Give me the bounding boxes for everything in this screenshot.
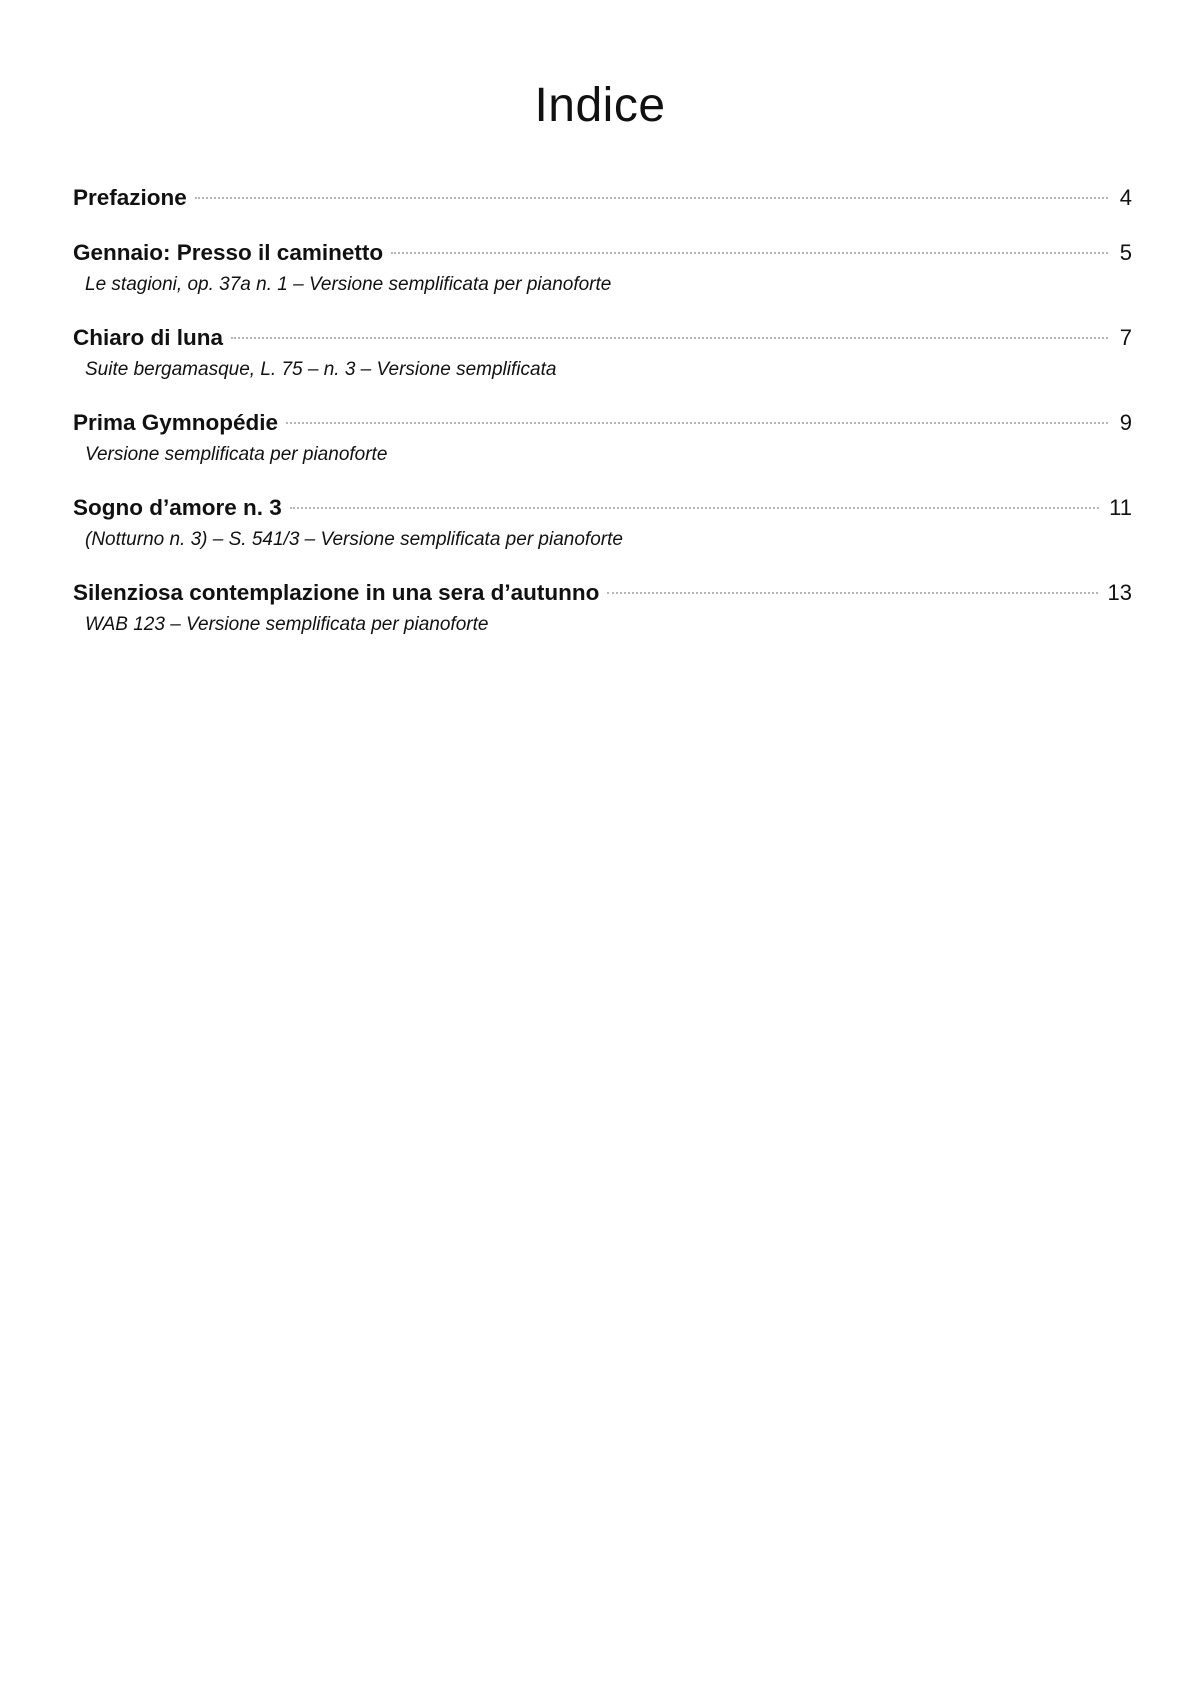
toc-entry-title[interactable]: Sogno d’amore n. 3 — [73, 495, 282, 520]
dot-leader — [195, 197, 1108, 199]
toc-entry-line — [73, 405, 1132, 441]
toc-entry[interactable] — [73, 575, 1132, 660]
table-of-contents — [73, 180, 1132, 660]
toc-entry-subtitle: WAB 123 – Versione semplificata per pianoforte — [85, 614, 489, 635]
toc-entry[interactable] — [73, 490, 1132, 575]
toc-entry-page-number[interactable]: 4 — [1119, 185, 1132, 210]
toc-entry-title[interactable]: Gennaio: Presso il caminetto — [73, 240, 384, 265]
toc-entry-title[interactable]: Chiaro di luna — [73, 325, 224, 350]
toc-entry-subtitle: (Notturno n. 3) – S. 541/3 – Versione semplificata per pianoforte — [85, 529, 623, 550]
toc-entry-line — [73, 320, 1132, 356]
toc-entry[interactable] — [73, 405, 1132, 490]
dot-leader — [607, 592, 1097, 594]
toc-entry[interactable] — [73, 235, 1132, 320]
page-title: Indice — [534, 79, 666, 132]
dot-leader — [391, 252, 1108, 254]
toc-entry-title[interactable]: Prefazione — [73, 185, 187, 210]
toc-entry-line — [73, 235, 1132, 271]
toc-entry-page-number[interactable]: 11 — [1109, 495, 1132, 520]
toc-entry[interactable] — [73, 320, 1132, 405]
toc-entry-page-number[interactable]: 7 — [1119, 325, 1132, 350]
toc-entry-line — [73, 575, 1132, 611]
dot-leader — [290, 507, 1099, 509]
toc-entry-subtitle: Suite bergamasque, L. 75 – n. 3 – Versione semplificata — [85, 359, 557, 380]
toc-entry-line — [73, 490, 1132, 526]
toc-entry[interactable] — [73, 180, 1132, 235]
toc-entry-title[interactable]: Prima Gymnopédie — [73, 410, 279, 435]
toc-entry-subtitle: Le stagioni, op. 37a n. 1 – Versione semplificata per pianoforte — [85, 274, 612, 295]
toc-entry-subtitle: Versione semplificata per pianoforte — [85, 444, 388, 465]
toc-entry-page-number[interactable]: 5 — [1119, 240, 1132, 265]
dot-leader — [231, 337, 1108, 339]
toc-entry-page-number[interactable]: 13 — [1107, 580, 1132, 605]
toc-entry-line — [73, 180, 1132, 216]
dot-leader — [286, 422, 1108, 424]
toc-entry-title[interactable]: Silenziosa contemplazione in una sera d’autunno — [73, 580, 600, 605]
toc-entry-page-number[interactable]: 9 — [1119, 410, 1132, 435]
